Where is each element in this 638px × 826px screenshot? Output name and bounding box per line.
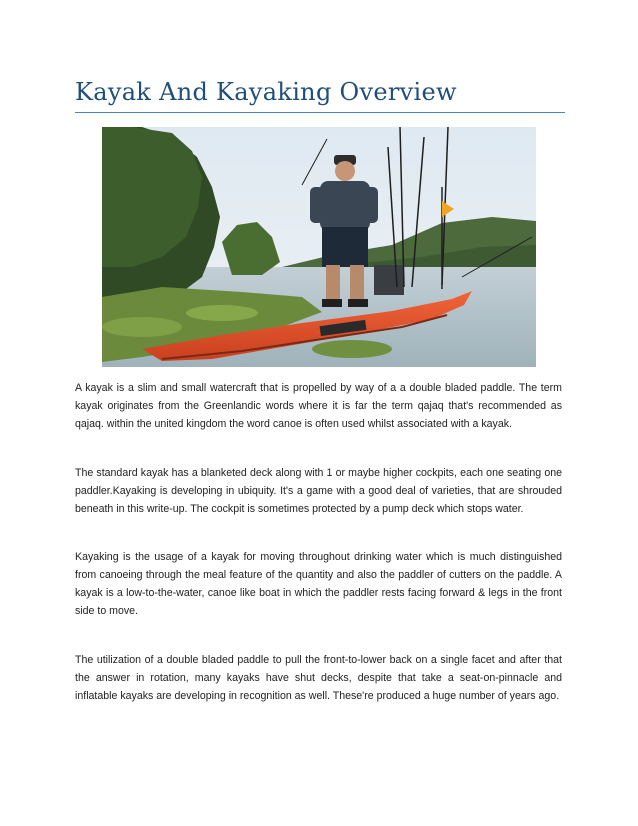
- title-divider: [75, 112, 565, 113]
- kayak-photo: [102, 127, 536, 367]
- paragraph-3: Kayaking is the usage of a kayak for moving throughout drinking water which is much distinguished from canoeing through the meal feature of the quantity and also the paddler of cutters on the paddle. A kayak is a low-to-the-water, canoe like boat in which the paddler rests facing forward & legs in the front side to move.: [75, 551, 562, 617]
- paragraph-4: The utilization of a double bladed paddle to pull the front-to-lower back on a single facet and after that the answer in rotation, many kayaks have shut decks, despite that take a seat-on-pinnacle and inflatable kayaks are developing in recognition as well. These're produced a huge number of years ago.: [75, 654, 562, 702]
- paragraph-2: The standard kayak has a blanketed deck along with 1 or maybe higher cockpits, each one seating one paddler.Kayaking is developing in ubiquity. It's a game with a good deal of varieties, that are shrouded beneath in this write-up. The cockpit is sometimes protected by a pump deck which stops water.: [75, 467, 562, 515]
- page-title: Kayak And Kayaking Overview: [75, 78, 457, 106]
- paragraph-1: A kayak is a slim and small watercraft that is propelled by way of a a double bladed paddle. The term kayak originates from the Greenlandic words where it is far the term qajaq that's recommended as qajaq. within the united kingdom the word canoe is often used whilst associated with a kayak.: [75, 382, 562, 430]
